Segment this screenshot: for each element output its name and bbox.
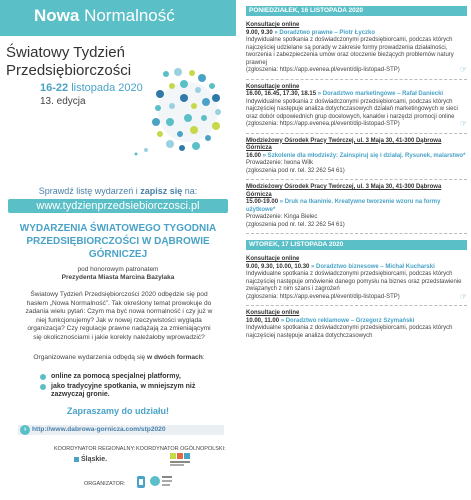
list-item: online za pomocą specjalnej platformy, — [40, 373, 220, 381]
edition-label: 13. edycja — [40, 96, 86, 107]
slaskie-logo: Śląskie. — [74, 456, 107, 463]
description-text: Światowy Tydzień Przedsiębiorczości 2020 odbędzie się pod hasłem „Nowa Normalność”. Tak określony temat prowokuje do zadania wielu pytań: Czym ma być nowa normalność i czy już w niej funkcjonujemy? Jak w nowej rzeczywistości wygląda organizacja? Czy regulacje prawne nadążają za zmieniającymi się okolicznościami i jakie korekty należałoby wprowadzić? — [25, 291, 213, 341]
organizer-logo-one — [136, 476, 146, 488]
event-entry: Konsultacje online 9.00, 9.30 » Doradztwo prawne – Piotr Łyczko Indywidualne spotkania z doświadczonymi przedsiębiorcami, podczas których najczęściej udzielane są porady w zakresie formy prowadzenia działalności, tworzenia i zabezpieczenia umów oraz otoczenie bieżących problemów natury prawnej (zgłoszenia: https://app.evenea.pl/event/dip-listopad-STP) ☞ — [246, 22, 467, 80]
bullet-dot-icon — [40, 374, 46, 380]
main-website-link[interactable]: www.tydzienprzedsiebiorczosci.pl — [8, 199, 228, 213]
local-website-link[interactable]: › http://www.dabrowa-gornicza.com/stp2020 — [18, 425, 224, 435]
pointer-hand-icon: ☞ — [459, 291, 467, 301]
event-entry: Młodzieżowy Ośrodek Pracy Twórczej, ul. 3 Maja 30, 41-300 Dąbrowa Górnicza 15.00-19.00 » Druk na tkaninie. Kreatywne tworzenie wzoru na formy użytkowe* Prowadzenie: Kinga Bielec (zgłoszenia pod nr. tel. 32 262 54 61) — [246, 184, 467, 234]
patronage-text: pod honorowym patronatem Prezydenta Miasta Marcina Bazylaka — [61, 266, 175, 281]
national-coordinator-logo — [170, 453, 190, 467]
organizer-logo-two — [150, 474, 172, 488]
list-item: jako tradycyjne spotkania, w mniejszym niż zazwyczaj gronie. — [40, 383, 220, 399]
event-entry: Młodzieżowy Ośrodek Pracy Twórczej, ul. 3 Maja 30, 41-300 Dąbrowa Górnicza 16.00 » Szkolenie dla młodzieży: Zainspiruj się i działaj. Rysunek, malarstwo* Prowadzenie: Iwona Wilk (zgłoszenia pod nr. tel. 32 262 54 61) — [246, 138, 467, 181]
organizer-label: ORGANIZATOR: — [84, 481, 126, 487]
national-coordinator-label: KOORDYNATOR OGÓLNOPOLSKI: — [136, 446, 226, 452]
theme-banner — [0, 0, 236, 36]
event-entry: Konsultacje online 9.00, 9.30, 10.00, 10.30 » Doradztwo biznesowe – Michał Kucharski Indywidualne spotkania z doświadczonymi przedsiębiorcami, podczas których najczęściej następuje omówienie danego pomysłu na biznes oraz przedstawienie związanych z nim szans i zagrożeń (zgłoszenia: https://app.evenea.pl/event/dip-listopad-STP) ☞ — [246, 256, 467, 306]
pointer-hand-icon: ☞ — [459, 65, 467, 74]
sphere-graphic — [76, 64, 226, 160]
theme-title: Nowa Normalność — [34, 6, 175, 25]
day-header-tuesday: WTOREK, 17 LISTOPADA 2020 — [246, 240, 467, 250]
event-dates: 16-22 listopada 2020 — [40, 82, 143, 94]
event-title: Światowy Tydzień Przedsiębiorczości — [6, 44, 132, 79]
bullet-dot-icon — [40, 384, 46, 390]
section-heading: WYDARZENIA ŚWIATOWEGO TYGODNIA PRZEDSIĘBIORCZOŚCI W DĄBROWIE GÓRNICZEJ — [19, 223, 217, 260]
schedule-column — [236, 0, 471, 500]
organised-text: Organizowane wydarzenia odbędą się w dwóch formach: — [33, 354, 205, 361]
event-entry: Konsultacje online 10.00, 11.00 » Doradztwo reklamowe – Grzegorz Szymański Indywidualne spotkania z doświadczonymi przedsiębiorcami, podczas których najczęściej następuje analiza dotychczasowych — [246, 310, 453, 339]
day-header-monday: PONIEDZIAŁEK, 16 LISTOPADA 2020 — [246, 6, 467, 16]
regional-coordinator-label: KOORDYNATOR REGIONALNY: — [54, 446, 136, 452]
format-list — [40, 373, 220, 401]
check-events-text: Sprawdź listę wydarzeń i zapisz się na: — [38, 186, 198, 196]
event-entry: Konsultacje online 16.00, 16.45, 17.30, 18.15 » Doradztwo marketingowe – Rafał Daniecki Indywidualne spotkania z doświadczonymi przedsiębiorcami, podczas których najczęściej następuje analiza dotychczasowych działań marketingowych w sieci oraz dobór odpowiednich grup docelowych, kanałów i narzędzi promocji online (zgłoszenia: https://app.evenea.pl/event/dip-listopad-STP) ☞ — [246, 84, 467, 134]
link-arrow-icon: › — [20, 425, 30, 435]
pointer-hand-icon: ☞ — [459, 119, 467, 128]
invite-text: Zapraszamy do udziału! — [66, 406, 170, 416]
